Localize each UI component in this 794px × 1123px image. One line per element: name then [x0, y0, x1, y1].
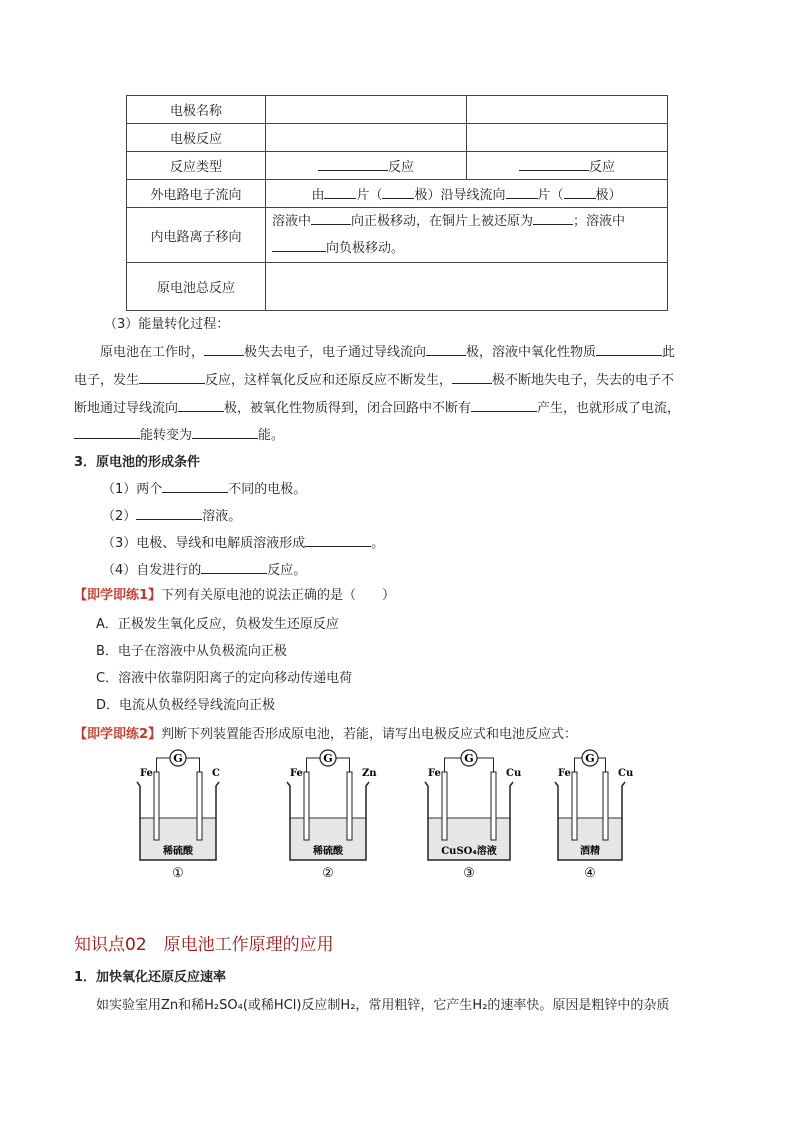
option-b: B．电子在溶液中从负极流向正极: [96, 644, 287, 659]
reaction-type-cell: [266, 152, 467, 180]
list-item: [102, 478, 306, 497]
row-label: 电极反应: [127, 124, 266, 152]
wire: [575, 758, 583, 772]
text: 断地通过导线流向: [74, 401, 179, 416]
section-heading: 3．原电池的形成条件: [74, 455, 201, 470]
electrode-left: [572, 772, 577, 840]
list-item: [102, 532, 384, 551]
electrode-left-label: Fe: [290, 768, 303, 779]
blank-cell: [467, 124, 668, 152]
row-label: 外电路电子流向: [127, 180, 266, 208]
knowledge-heading: 知识点02 原电池工作原理的应用: [74, 935, 334, 955]
cell-text: 溶液中: [272, 214, 312, 229]
table-row: [127, 124, 668, 152]
text: （1）两个: [102, 482, 163, 497]
wire: [598, 758, 606, 772]
cell-1: [137, 750, 220, 881]
blank-cell: [266, 124, 467, 152]
question-text: 判断下列装置能否形成原电池，若能，请写出电极反应式和电池反应式：: [161, 727, 578, 742]
solution-label: 稀硫酸: [163, 846, 193, 857]
text: 反应。: [267, 563, 307, 578]
galvanic-cells-diagram: [130, 742, 650, 892]
text: 极，被氧化性物质得到，闭合回路中不断有: [224, 401, 472, 416]
text: （3）电极、导线和电解质溶液形成: [102, 536, 306, 551]
section-title: （3）能量转化过程：: [104, 317, 230, 332]
table-row: [127, 152, 668, 180]
text: 此: [662, 345, 676, 360]
paragraph-line: [74, 424, 284, 443]
table-row: [127, 180, 668, 208]
electrode-right: [491, 772, 496, 840]
practice-question: [74, 584, 395, 603]
text: （4）自发进行的: [102, 563, 202, 578]
cell-number: ④: [584, 866, 596, 881]
table-row: [127, 208, 668, 263]
text: （2）: [102, 509, 137, 524]
question-text: 下列有关原电池的说法正确的是（ ）: [161, 588, 396, 603]
text: 原电池在工作时，: [100, 345, 205, 360]
row-label: 内电路离子移向: [127, 208, 266, 263]
meter-label: G: [585, 752, 595, 765]
reaction-type-cell: [467, 152, 668, 180]
cell-text: 片（: [356, 188, 383, 203]
paragraph-line: [100, 341, 675, 360]
electrode-left-label: Fe: [558, 768, 571, 779]
wire: [477, 758, 494, 772]
cell-text: 极）: [595, 188, 622, 203]
text: 能转变为: [140, 428, 193, 443]
list-item: [102, 505, 241, 524]
cell-text: 反应: [588, 160, 615, 175]
text: 溶液。: [202, 509, 242, 524]
wire: [186, 758, 200, 772]
row-label: 电极名称: [127, 96, 266, 124]
practice-question: [74, 723, 577, 742]
solution-label: 稀硫酸: [313, 846, 343, 857]
electrode-right: [197, 772, 202, 840]
text: 反应，这样氧化反应和还原反应不断发生，: [205, 373, 453, 388]
electrode-right-label: Cu: [506, 768, 522, 779]
ion-flow-cell: [266, 208, 668, 263]
text: 产生，也就形成了电流，: [537, 401, 681, 416]
text: 极失去电子，电子通过导线流向: [244, 345, 427, 360]
electrode-left-label: Fe: [428, 768, 441, 779]
meter-label: G: [464, 752, 474, 765]
text: 能。: [258, 428, 285, 443]
text: 极不断地失电子，失去的电子不: [492, 373, 675, 388]
electrode-right: [347, 772, 352, 840]
table-row: [127, 96, 668, 124]
row-label: 原电池总反应: [127, 263, 266, 311]
subsection-heading: 1．加快氧化还原反应速率: [74, 970, 227, 985]
wire: [157, 758, 171, 772]
cell-text: 反应: [387, 160, 414, 175]
paragraph-line: [74, 369, 674, 388]
electrode-left-label: Fe: [140, 768, 153, 779]
option-d: D．电流从负极经导线流向正极: [96, 698, 276, 713]
text: 不同的电极。: [228, 482, 307, 497]
paragraph-line: [74, 397, 680, 416]
electrode-right: [603, 772, 608, 840]
cell-text: 极）沿导线流向: [414, 188, 506, 203]
practice-tag: 【即学即练2】: [74, 727, 162, 742]
electrode-right-label: Zn: [362, 768, 377, 779]
cell-number: ②: [322, 866, 334, 881]
electron-flow-cell: [266, 180, 668, 208]
table-row: [127, 263, 668, 311]
cell-text: ；溶液中: [573, 214, 626, 229]
solution-label: CuSO₄溶液: [441, 846, 497, 857]
meter-label: G: [323, 752, 333, 765]
wire: [445, 758, 462, 772]
blank-cell: [467, 96, 668, 124]
list-item: [102, 559, 306, 578]
electrode-table: [126, 95, 668, 311]
cell-text: 由: [311, 188, 325, 203]
electrode-left: [304, 772, 309, 840]
cell-4: [555, 750, 633, 881]
cell-text: 向正极移动，在铜片上被还原为: [351, 214, 534, 229]
solution-label: 酒精: [580, 846, 600, 857]
cell-text: 片（: [537, 188, 564, 203]
practice-tag: 【即学即练1】: [74, 588, 162, 603]
electrode-left: [154, 772, 159, 840]
option-a: A．正极发生氧化反应，负极发生还原反应: [96, 617, 339, 632]
electrode-left: [442, 772, 447, 840]
cell-number: ③: [463, 866, 475, 881]
row-label: 反应类型: [127, 152, 266, 180]
text: 电子，发生: [74, 373, 140, 388]
wire: [307, 758, 321, 772]
cell-text: 向负极移动。: [326, 241, 405, 256]
option-c: C．溶液中依靠阴阳离子的定向移动传递电荷: [96, 671, 353, 686]
electrode-right-label: C: [212, 768, 220, 779]
text: 极，溶液中氧化性物质: [466, 345, 597, 360]
text: 。: [371, 536, 385, 551]
blank-cell: [266, 263, 668, 311]
paragraph-line: 如实验室用Zn和稀H₂SO₄(或稀HCl)反应制H₂，常用粗锌，它产生H₂的速率快。原因是粗锌中的杂质: [96, 998, 670, 1013]
wire: [336, 758, 350, 772]
cell-2: [287, 750, 377, 881]
cell-number: ①: [172, 866, 184, 881]
electrode-right-label: Cu: [618, 768, 634, 779]
blank-cell: [266, 96, 467, 124]
cell-3: [425, 750, 521, 881]
meter-label: G: [173, 752, 183, 765]
